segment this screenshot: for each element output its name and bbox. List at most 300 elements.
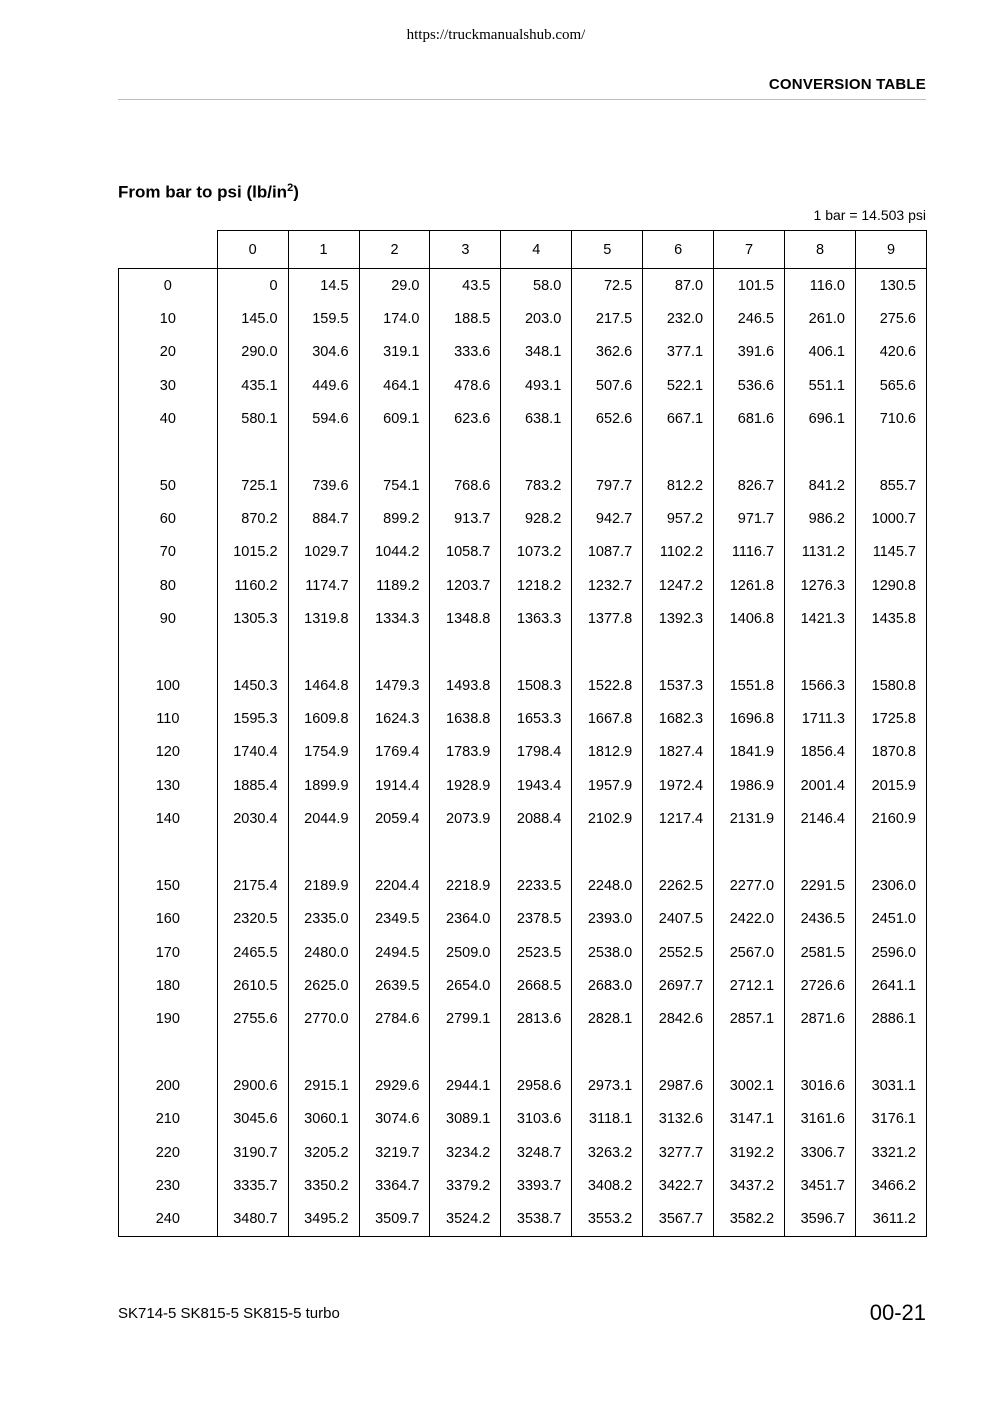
table-cell: 1914.4	[359, 769, 430, 802]
spacer-cell	[501, 636, 572, 669]
table-cell: 2059.4	[359, 803, 430, 836]
table-cell: 2828.1	[572, 1003, 643, 1036]
spacer-cell	[288, 836, 359, 869]
table-cell: 623.6	[430, 402, 501, 435]
table-row	[119, 302, 927, 335]
table-cell: 667.1	[643, 402, 714, 435]
table-cell: 899.2	[359, 502, 430, 535]
table-cell: 0	[217, 269, 288, 303]
table-cell: 159.5	[288, 302, 359, 335]
row-label: 90	[119, 602, 218, 635]
spacer-cell	[643, 636, 714, 669]
table-cell: 2131.9	[714, 803, 785, 836]
row-label: 120	[119, 736, 218, 769]
table-cell: 362.6	[572, 336, 643, 369]
table-cell: 797.7	[572, 469, 643, 502]
table-cell: 1348.8	[430, 602, 501, 635]
table-cell: 2958.6	[501, 1069, 572, 1102]
table-cell: 304.6	[288, 336, 359, 369]
row-label: 70	[119, 536, 218, 569]
spacer-cell	[572, 636, 643, 669]
table-cell: 2639.5	[359, 969, 430, 1002]
table-cell: 1493.8	[430, 669, 501, 702]
table-row	[119, 669, 927, 702]
table-cell: 2842.6	[643, 1003, 714, 1036]
table-cell: 1261.8	[714, 569, 785, 602]
spacer-cell	[501, 436, 572, 469]
table-cell: 1044.2	[359, 536, 430, 569]
table-cell: 2697.7	[643, 969, 714, 1002]
row-label: 230	[119, 1169, 218, 1202]
table-cell: 1624.3	[359, 702, 430, 735]
row-label: 150	[119, 869, 218, 902]
table-row	[119, 936, 927, 969]
column-header: 2	[359, 231, 430, 269]
table-cell: 3016.6	[785, 1069, 856, 1102]
table-cell: 449.6	[288, 369, 359, 402]
table-cell: 609.1	[359, 402, 430, 435]
spacer-cell	[855, 636, 926, 669]
table-title-superscript: 2	[287, 182, 294, 194]
row-label: 140	[119, 803, 218, 836]
table-cell: 377.1	[643, 336, 714, 369]
table-row	[119, 269, 927, 303]
spacer-cell	[217, 1036, 288, 1069]
table-cell: 986.2	[785, 502, 856, 535]
table-cell: 3538.7	[501, 1203, 572, 1237]
table-cell: 1102.2	[643, 536, 714, 569]
row-label: 240	[119, 1203, 218, 1237]
table-cell: 2204.4	[359, 869, 430, 902]
table-cell: 29.0	[359, 269, 430, 303]
table-cell: 1856.4	[785, 736, 856, 769]
table-cell: 2886.1	[855, 1003, 926, 1036]
spacer-cell	[430, 636, 501, 669]
table-row	[119, 402, 927, 435]
table-cell: 1290.8	[855, 569, 926, 602]
table-cell: 1580.8	[855, 669, 926, 702]
table-cell: 3248.7	[501, 1136, 572, 1169]
page-number: 00-21	[869, 1300, 926, 1325]
table-cell: 2320.5	[217, 903, 288, 936]
table-cell: 1276.3	[785, 569, 856, 602]
column-header: 8	[785, 231, 856, 269]
spacer-cell	[430, 836, 501, 869]
row-label: 210	[119, 1103, 218, 1136]
table-cell: 3408.2	[572, 1169, 643, 1202]
spacer-cell	[359, 1036, 430, 1069]
table-cell: 1217.4	[643, 803, 714, 836]
spacer-cell	[217, 836, 288, 869]
spacer-cell	[643, 1036, 714, 1069]
table-cell: 2436.5	[785, 903, 856, 936]
table-cell: 217.5	[572, 302, 643, 335]
conversion-table	[118, 230, 927, 1237]
table-cell: 145.0	[217, 302, 288, 335]
table-cell: 188.5	[430, 302, 501, 335]
table-cell: 1885.4	[217, 769, 288, 802]
table-cell: 2248.0	[572, 869, 643, 902]
table-cell: 2335.0	[288, 903, 359, 936]
row-label: 0	[119, 269, 218, 303]
spacer-cell	[119, 836, 218, 869]
table-cell: 1696.8	[714, 702, 785, 735]
table-cell: 1812.9	[572, 736, 643, 769]
table-cell: 406.1	[785, 336, 856, 369]
table-cell: 2683.0	[572, 969, 643, 1002]
column-header: 4	[501, 231, 572, 269]
table-cell: 2001.4	[785, 769, 856, 802]
table-cell: 2073.9	[430, 803, 501, 836]
table-cell: 348.1	[501, 336, 572, 369]
section-header: CONVERSION TABLE	[768, 76, 926, 93]
spacer-cell	[359, 436, 430, 469]
table-cell: 2364.0	[430, 903, 501, 936]
table-cell: 1841.9	[714, 736, 785, 769]
table-cell: 1928.9	[430, 769, 501, 802]
table-cell: 2175.4	[217, 869, 288, 902]
table-title	[118, 182, 299, 203]
corner-cell	[119, 231, 218, 269]
table-cell: 971.7	[714, 502, 785, 535]
spacer-cell	[785, 436, 856, 469]
spacer-cell	[217, 436, 288, 469]
table-cell: 101.5	[714, 269, 785, 303]
table-cell: 652.6	[572, 402, 643, 435]
table-cell: 1827.4	[643, 736, 714, 769]
table-cell: 3277.7	[643, 1136, 714, 1169]
table-cell: 1537.3	[643, 669, 714, 702]
table-cell: 420.6	[855, 336, 926, 369]
table-cell: 72.5	[572, 269, 643, 303]
table-cell: 2102.9	[572, 803, 643, 836]
table-cell: 2465.5	[217, 936, 288, 969]
table-cell: 1058.7	[430, 536, 501, 569]
table-cell: 768.6	[430, 469, 501, 502]
table-cell: 290.0	[217, 336, 288, 369]
column-header: 3	[430, 231, 501, 269]
table-cell: 3582.2	[714, 1203, 785, 1237]
header-rule	[118, 99, 926, 100]
source-url: https://truckmanualshub.com/	[406, 27, 586, 43]
table-cell: 2523.5	[501, 936, 572, 969]
table-cell: 3118.1	[572, 1103, 643, 1136]
table-cell: 1232.7	[572, 569, 643, 602]
table-title-text: From bar to psi (lb/in	[118, 182, 288, 202]
table-cell: 1087.7	[572, 536, 643, 569]
table-cell: 1957.9	[572, 769, 643, 802]
table-cell: 522.1	[643, 369, 714, 402]
table-cell: 3451.7	[785, 1169, 856, 1202]
table-cell: 14.5	[288, 269, 359, 303]
table-cell: 2291.5	[785, 869, 856, 902]
spacer-cell	[288, 636, 359, 669]
table-row	[119, 736, 927, 769]
table-body	[119, 269, 927, 1237]
table-cell: 783.2	[501, 469, 572, 502]
table-cell: 1479.3	[359, 669, 430, 702]
table-cell: 1015.2	[217, 536, 288, 569]
table-cell: 1769.4	[359, 736, 430, 769]
table-cell: 2944.1	[430, 1069, 501, 1102]
table-cell: 3596.7	[785, 1203, 856, 1237]
row-label: 110	[119, 702, 218, 735]
table-cell: 2654.0	[430, 969, 501, 1002]
spacer-cell	[288, 436, 359, 469]
table-cell: 130.5	[855, 269, 926, 303]
table-cell: 3364.7	[359, 1169, 430, 1202]
table-cell: 261.0	[785, 302, 856, 335]
spacer-cell	[501, 1036, 572, 1069]
table-cell: 2306.0	[855, 869, 926, 902]
table-row	[119, 769, 927, 802]
table-cell: 1406.8	[714, 602, 785, 635]
table-cell: 2480.0	[288, 936, 359, 969]
column-header: 5	[572, 231, 643, 269]
table-cell: 507.6	[572, 369, 643, 402]
table-cell: 1522.8	[572, 669, 643, 702]
table-cell: 870.2	[217, 502, 288, 535]
table-cell: 1189.2	[359, 569, 430, 602]
spacer-cell	[359, 636, 430, 669]
table-cell: 2509.0	[430, 936, 501, 969]
spacer-cell	[855, 836, 926, 869]
table-cell: 1218.2	[501, 569, 572, 602]
table-cell: 580.1	[217, 402, 288, 435]
spacer-cell	[714, 636, 785, 669]
table-cell: 2277.0	[714, 869, 785, 902]
table-cell: 2625.0	[288, 969, 359, 1002]
table-row	[119, 369, 927, 402]
table-cell: 2799.1	[430, 1003, 501, 1036]
table-row	[119, 1136, 927, 1169]
table-cell: 1725.8	[855, 702, 926, 735]
column-header: 1	[288, 231, 359, 269]
spacer-cell	[714, 1036, 785, 1069]
table-cell: 3074.6	[359, 1103, 430, 1136]
table-cell: 3132.6	[643, 1103, 714, 1136]
table-cell: 1798.4	[501, 736, 572, 769]
table-cell: 3567.7	[643, 1203, 714, 1237]
spacer-cell	[288, 1036, 359, 1069]
row-label: 190	[119, 1003, 218, 1036]
table-cell: 3335.7	[217, 1169, 288, 1202]
table-cell: 2712.1	[714, 969, 785, 1002]
table-row	[119, 502, 927, 535]
row-label: 100	[119, 669, 218, 702]
column-header-row	[119, 231, 927, 269]
table-cell: 3437.2	[714, 1169, 785, 1202]
table-cell: 1305.3	[217, 602, 288, 635]
row-label: 130	[119, 769, 218, 802]
row-label: 50	[119, 469, 218, 502]
table-cell: 2349.5	[359, 903, 430, 936]
table-cell: 754.1	[359, 469, 430, 502]
table-cell: 565.6	[855, 369, 926, 402]
spacer-cell	[119, 1036, 218, 1069]
table-cell: 1783.9	[430, 736, 501, 769]
table-cell: 551.1	[785, 369, 856, 402]
spacer-cell	[501, 836, 572, 869]
table-cell: 3495.2	[288, 1203, 359, 1237]
table-cell: 2915.1	[288, 1069, 359, 1102]
table-cell: 3466.2	[855, 1169, 926, 1202]
table-cell: 1160.2	[217, 569, 288, 602]
table-cell: 1609.8	[288, 702, 359, 735]
row-label: 180	[119, 969, 218, 1002]
table-cell: 3350.2	[288, 1169, 359, 1202]
table-cell: 203.0	[501, 302, 572, 335]
table-row	[119, 469, 927, 502]
table-row	[119, 336, 927, 369]
spacer-cell	[643, 836, 714, 869]
table-cell: 1073.2	[501, 536, 572, 569]
table-cell: 2422.0	[714, 903, 785, 936]
table-cell: 725.1	[217, 469, 288, 502]
table-cell: 2189.9	[288, 869, 359, 902]
table-cell: 493.1	[501, 369, 572, 402]
table-row	[119, 702, 927, 735]
table-cell: 1595.3	[217, 702, 288, 735]
table-cell: 3306.7	[785, 1136, 856, 1169]
table-cell: 2494.5	[359, 936, 430, 969]
table-row	[119, 1203, 927, 1237]
table-cell: 3103.6	[501, 1103, 572, 1136]
table-cell: 1145.7	[855, 536, 926, 569]
table-cell: 2567.0	[714, 936, 785, 969]
spacer-cell	[572, 836, 643, 869]
table-cell: 2871.6	[785, 1003, 856, 1036]
table-row	[119, 536, 927, 569]
table-cell: 2973.1	[572, 1069, 643, 1102]
table-cell: 841.2	[785, 469, 856, 502]
table-cell: 2015.9	[855, 769, 926, 802]
table-cell: 1682.3	[643, 702, 714, 735]
table-cell: 1566.3	[785, 669, 856, 702]
spacer-cell	[572, 1036, 643, 1069]
column-header: 9	[855, 231, 926, 269]
table-cell: 1334.3	[359, 602, 430, 635]
table-cell: 3219.7	[359, 1136, 430, 1169]
table-cell: 3089.1	[430, 1103, 501, 1136]
table-cell: 3192.2	[714, 1136, 785, 1169]
table-cell: 2900.6	[217, 1069, 288, 1102]
table-cell: 3147.1	[714, 1103, 785, 1136]
table-cell: 3161.6	[785, 1103, 856, 1136]
table-cell: 1740.4	[217, 736, 288, 769]
table-cell: 174.0	[359, 302, 430, 335]
table-cell: 1319.8	[288, 602, 359, 635]
table-cell: 2451.0	[855, 903, 926, 936]
table-row	[119, 1003, 927, 1036]
table-cell: 87.0	[643, 269, 714, 303]
spacer-cell	[785, 1036, 856, 1069]
table-cell: 1029.7	[288, 536, 359, 569]
table-cell: 58.0	[501, 269, 572, 303]
table-cell: 3553.2	[572, 1203, 643, 1237]
table-cell: 1203.7	[430, 569, 501, 602]
spacer-cell	[430, 1036, 501, 1069]
table-row	[119, 1169, 927, 1202]
row-label: 160	[119, 903, 218, 936]
table-cell: 928.2	[501, 502, 572, 535]
table-cell: 1000.7	[855, 502, 926, 535]
table-cell: 1247.2	[643, 569, 714, 602]
table-cell: 3422.7	[643, 1169, 714, 1202]
model-list: SK714-5 SK815-5 SK815-5 turbo	[118, 1305, 340, 1322]
table-cell: 3205.2	[288, 1136, 359, 1169]
table-cell: 2044.9	[288, 803, 359, 836]
table-cell: 2596.0	[855, 936, 926, 969]
table-cell: 1943.4	[501, 769, 572, 802]
table-cell: 1363.3	[501, 602, 572, 635]
spacer-cell	[785, 636, 856, 669]
row-label: 10	[119, 302, 218, 335]
table-cell: 2160.9	[855, 803, 926, 836]
table-cell: 3060.1	[288, 1103, 359, 1136]
spacer-cell	[359, 836, 430, 869]
table-cell: 232.0	[643, 302, 714, 335]
table-cell: 2407.5	[643, 903, 714, 936]
spacer-cell	[643, 436, 714, 469]
table-cell: 3379.2	[430, 1169, 501, 1202]
table-cell: 1435.8	[855, 602, 926, 635]
table-cell: 696.1	[785, 402, 856, 435]
table-row	[119, 969, 927, 1002]
table-cell: 2726.6	[785, 969, 856, 1002]
table-cell: 1464.8	[288, 669, 359, 702]
table-cell: 1638.8	[430, 702, 501, 735]
group-spacer	[119, 1036, 927, 1069]
row-label: 220	[119, 1136, 218, 1169]
table-cell: 3190.7	[217, 1136, 288, 1169]
group-spacer	[119, 636, 927, 669]
table-cell: 884.7	[288, 502, 359, 535]
row-label: 200	[119, 1069, 218, 1102]
table-cell: 2218.9	[430, 869, 501, 902]
table-cell: 3045.6	[217, 1103, 288, 1136]
table-cell: 855.7	[855, 469, 926, 502]
table-cell: 1508.3	[501, 669, 572, 702]
row-label: 20	[119, 336, 218, 369]
table-row	[119, 602, 927, 635]
table-row	[119, 1103, 927, 1136]
table-cell: 319.1	[359, 336, 430, 369]
spacer-cell	[119, 636, 218, 669]
spacer-cell	[119, 436, 218, 469]
table-cell: 2233.5	[501, 869, 572, 902]
table-cell: 3611.2	[855, 1203, 926, 1237]
conversion-factor: 1 bar = 14.503 psi	[813, 207, 926, 223]
table-cell: 2857.1	[714, 1003, 785, 1036]
table-cell: 826.7	[714, 469, 785, 502]
table-cell: 1174.7	[288, 569, 359, 602]
column-header: 7	[714, 231, 785, 269]
table-cell: 2146.4	[785, 803, 856, 836]
table-cell: 2929.6	[359, 1069, 430, 1102]
table-row	[119, 803, 927, 836]
spacer-cell	[217, 636, 288, 669]
table-cell: 43.5	[430, 269, 501, 303]
table-cell: 2987.6	[643, 1069, 714, 1102]
spacer-cell	[572, 436, 643, 469]
table-cell: 2552.5	[643, 936, 714, 969]
row-label: 170	[119, 936, 218, 969]
table-cell: 1392.3	[643, 602, 714, 635]
table-cell: 2668.5	[501, 969, 572, 1002]
spacer-cell	[785, 836, 856, 869]
spacer-cell	[855, 436, 926, 469]
